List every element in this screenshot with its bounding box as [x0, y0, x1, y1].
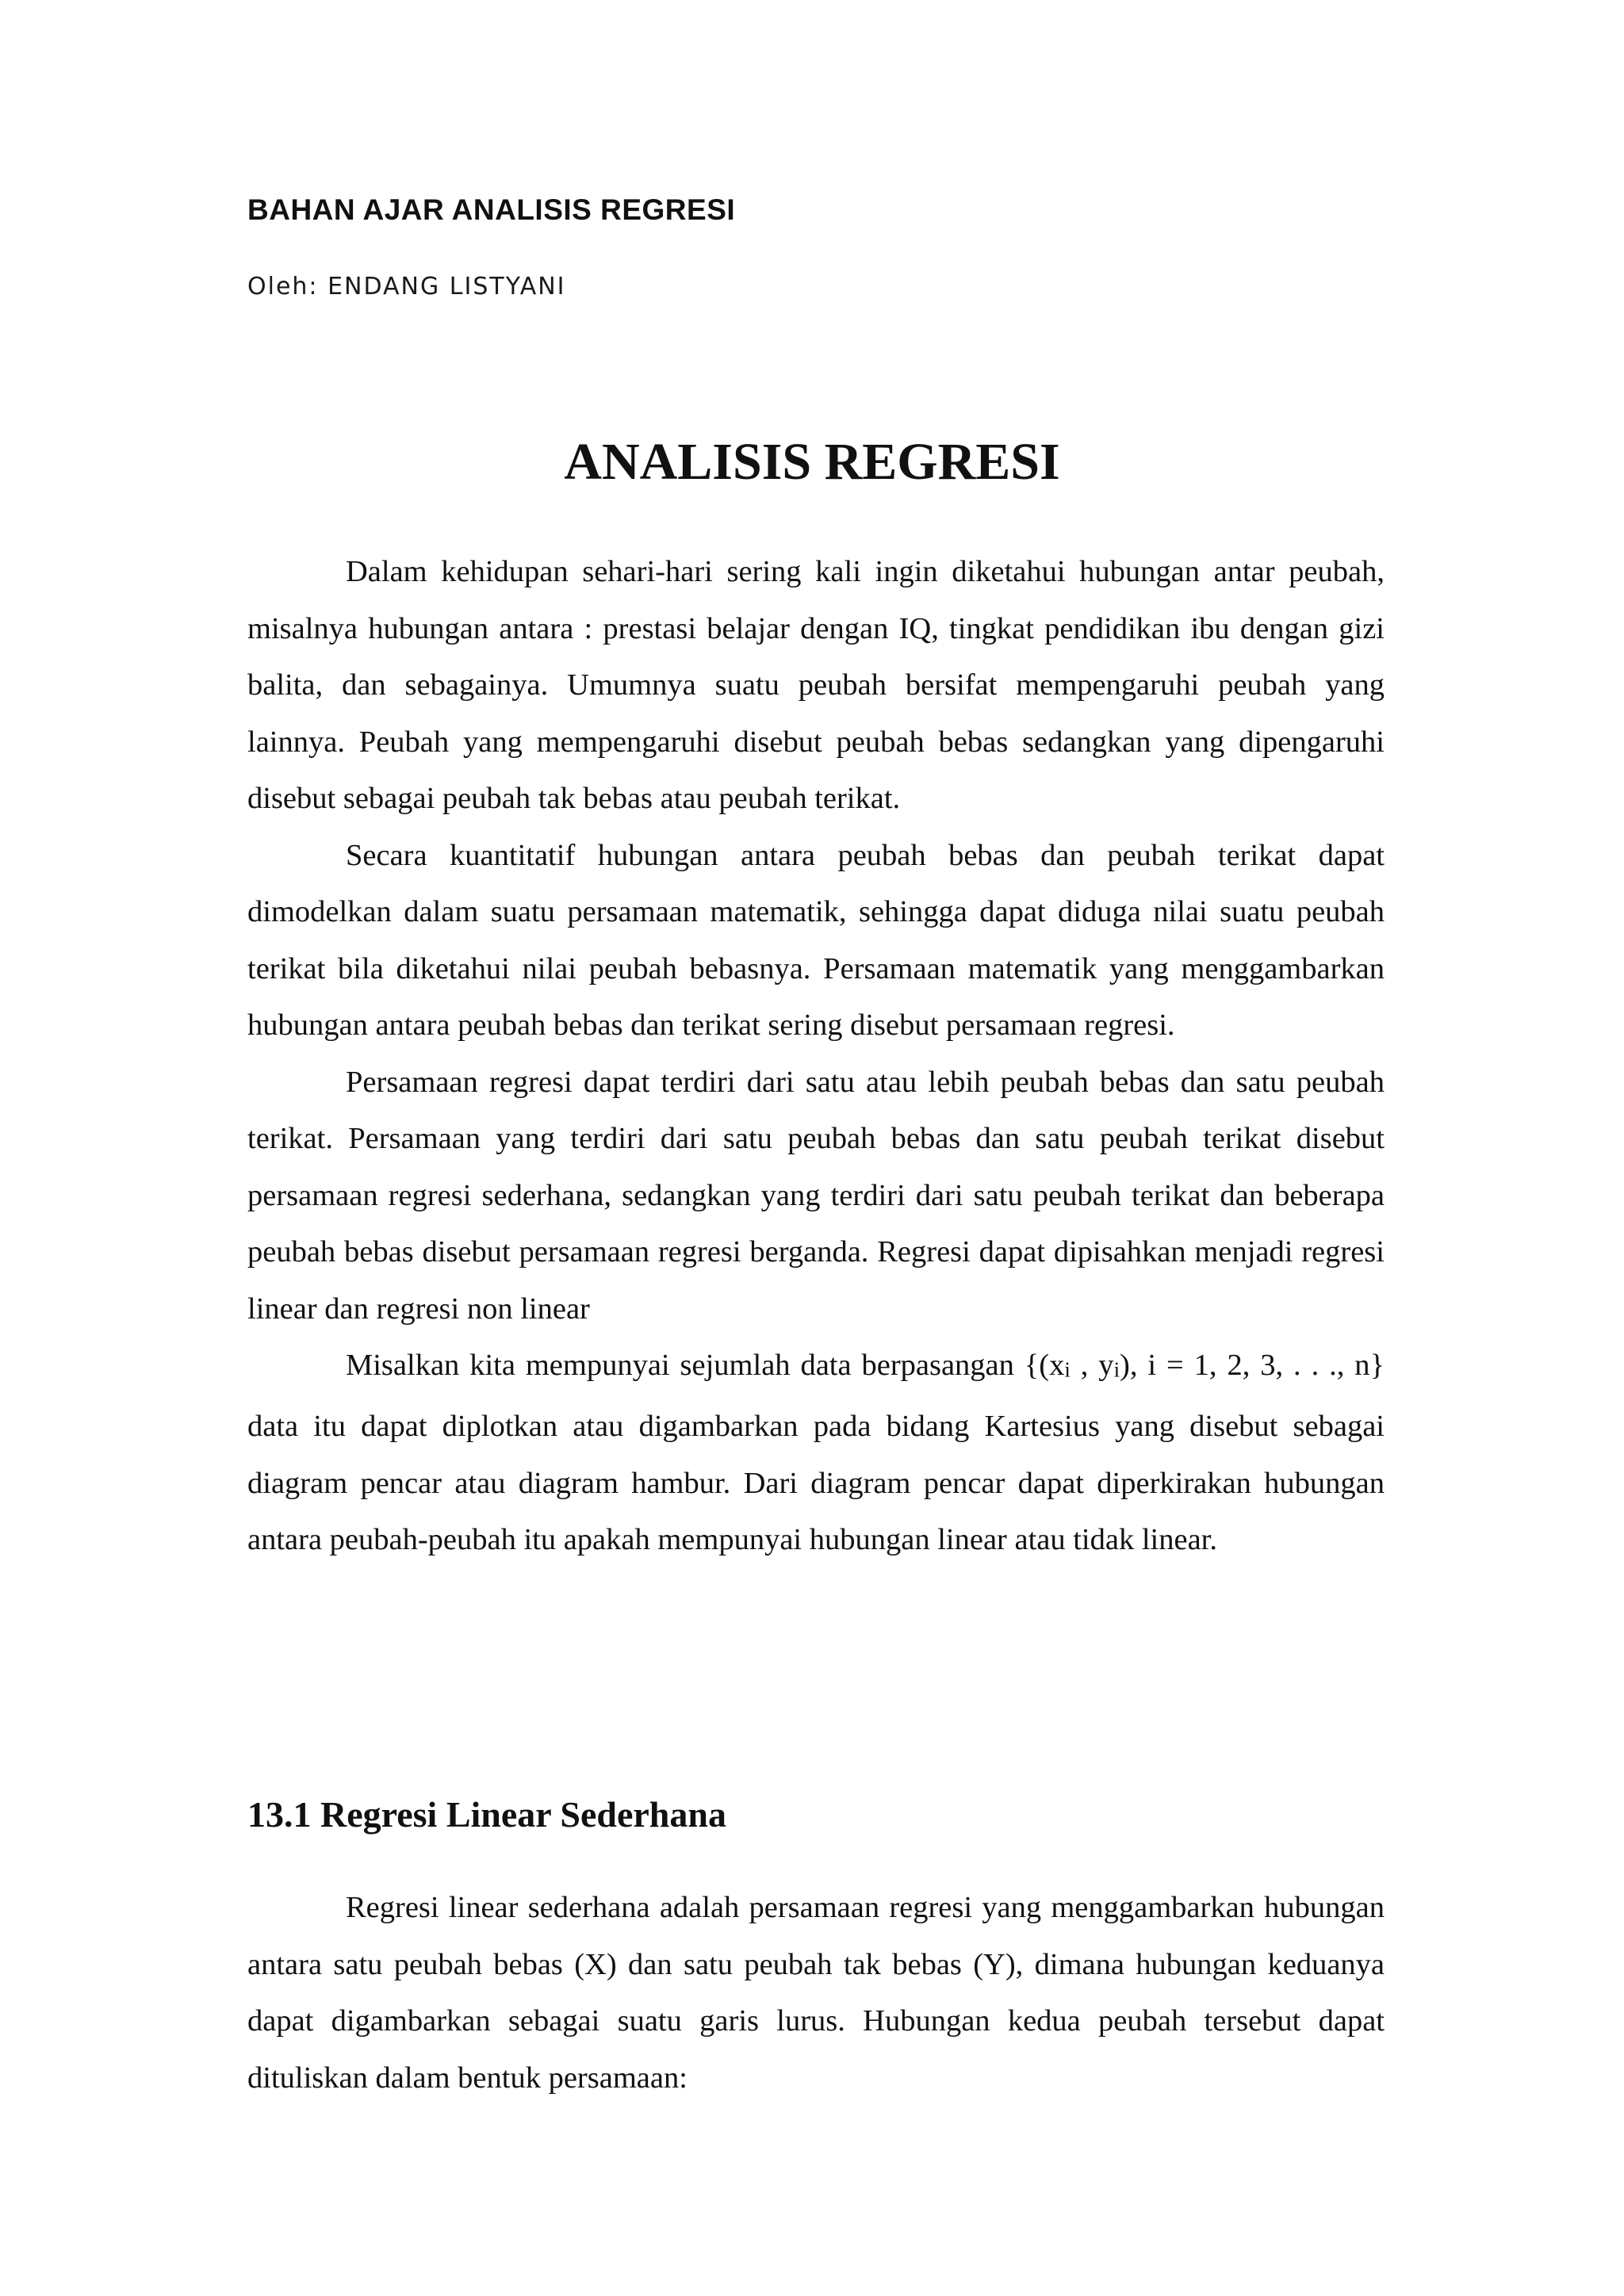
- section-title: 13.1 Regresi Linear Sederhana: [247, 1794, 726, 1835]
- paragraph-simple-linear-regression: Regresi linear sederhana adalah persamaan regresi yang menggambarkan hubungan antara satu peubah bebas (X) dan satu peubah tak bebas (Y), dimana hubungan keduanya dapat digambarkan sebagai suatu garis lurus. Hubungan kedua peubah tersebut dapat dituliskan dalam bentuk persamaan:: [247, 1891, 1385, 2095]
- subscript-i-x: i: [1064, 1357, 1071, 1382]
- paragraph-equation-types: Persamaan regresi dapat terdiri dari satu atau lebih peubah bebas dan satu peubah terikat. Persamaan yang terdiri dari satu peubah bebas dan satu peubah terikat disebut persamaan regresi sederhana, sedangkan yang terdiri dari satu peubah terikat dan beberapa peubah bebas disebut persamaan regresi berganda. Regresi dapat dipisahkan menjadi regresi linear dan regresi non linear: [247, 1065, 1385, 1326]
- course-title: BAHAN AJAR ANALISIS REGRESI: [247, 193, 736, 226]
- paragraph-scatter-diagram: [247, 1337, 1385, 1569]
- intro-body: [247, 544, 1385, 1569]
- paragraph-intro: Dalam kehidupan sehari-hari sering kali ingin diketahui hubungan antar peubah, misalnya hubungan antara : prestasi belajar dengan IQ, tingkat pendidikan ibu dengan gizi balita, dan sebagainya. Umumnya suatu peubah bersifat mempengaruhi peubah yang lainnya. Peubah yang mempengaruhi disebut peubah bebas sedangkan yang dipengaruhi disebut sebagai peubah tak bebas atau peubah terikat.: [247, 555, 1385, 815]
- scatter-text-after: ), i = 1, 2, 3, . . ., n} data itu dapat diplotkan atau digambarkan pada bidang Kartesius yang disebut sebagai diagram pencar atau diagram hambur. Dari diagram pencar dapat diperkirakan hubungan antara peubah-peubah itu apakah mempunyai hubungan linear atau tidak linear.: [247, 1349, 1385, 1557]
- section-body: [247, 1880, 1385, 2107]
- scatter-text-middle: , y: [1070, 1349, 1114, 1382]
- paragraph-quantitative: Secara kuantitatif hubungan antara peubah bebas dan peubah terikat dapat dimodelkan dalam suatu persamaan matematik, sehingga dapat diduga nilai suatu peubah terikat bila diketahui nilai peubah bebasnya. Persamaan matematik yang menggambarkan hubungan antara peubah bebas dan terikat sering disebut persamaan regresi.: [247, 838, 1385, 1042]
- subscript-i-y: i: [1113, 1357, 1120, 1382]
- main-title: ANALISIS REGRESI: [564, 433, 1060, 491]
- author-line: Oleh: ENDANG LISTYANI: [247, 273, 566, 300]
- scatter-text-before: Misalkan kita mempunyai sejumlah data berpasangan {(x: [346, 1349, 1065, 1382]
